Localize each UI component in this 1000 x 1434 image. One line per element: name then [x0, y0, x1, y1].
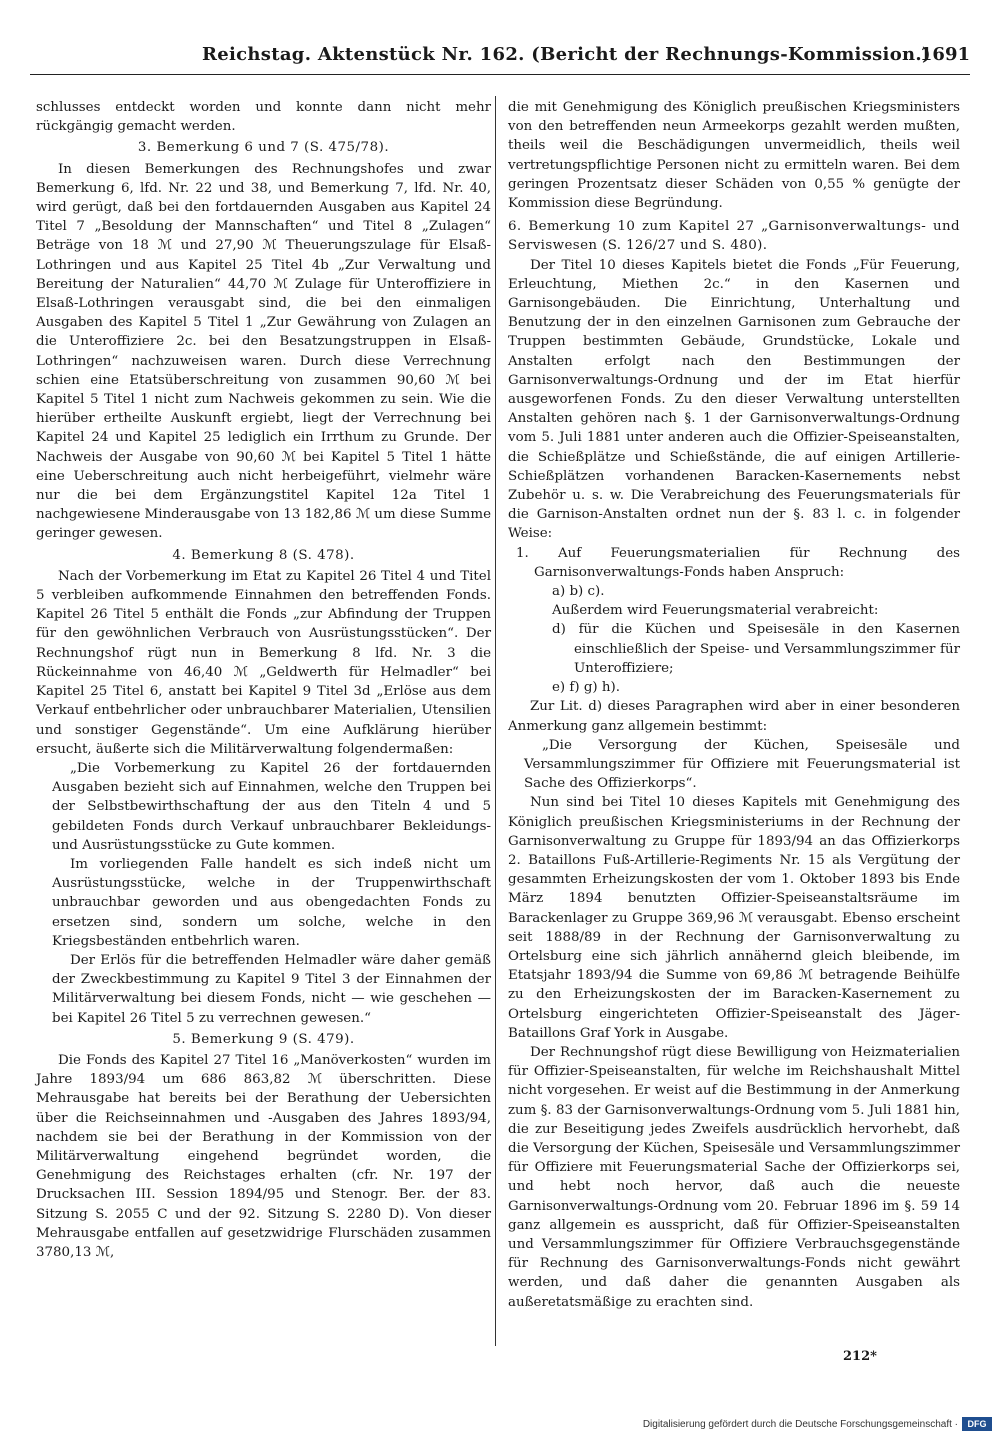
paragraph: Die Fonds des Kapitel 27 Titel 16 „Manöverkosten“ wurden im Jahre 1893/94 um 686 863,82 ℳ überschritten. Diese Mehrausgabe hat bereits bei der Berathung der Uebersichten über die Reichseinnahmen und -Ausgaben des Jahres 1893/94, nachdem sie bei der Berathung in der Kommission von der Militärverwaltung eingehend begründet worden, die Genehmigung des Reichstages erhalten (cfr. Nr. 197 der Drucksachen III. Session 1894/95 und Stenogr. Ber. der 83. Sitzung S. 2055 C und der 92. Sitzung S. 2280 D). Von dieser Mehrausgabe entfallen auf gesetzwidrige Flurschäden zusammen 3780,13 ℳ, [36, 1052, 491, 1260]
paragraph: Der Titel 10 dieses Kapitels bietet die Fonds „Für Feuerung, Erleuchtung, Miethen 2c.“ in den Kasernen und Garnisongebäuden. Die Einrichtung, Unterhaltung und Benutzung der in den einzelnen Garnisonen zum Gebrauche der Truppen bestimmten Gebäude, Grundstücke, Lokale und Anstalten erfolgt nach den Bestimmungen der Garnisonverwaltungs-Ordnung und der im Etat hierfür ausgeworfenen Fonds. Zu den dieser Verwaltung unterstellten Anstalten gehören nach §. 1 der Garnisonverwaltungs-Ordnung vom 5. Juli 1881 unter anderen auch die Offizier-Speiseanstalten, die Schießplätze und Schießstände, die auf einigen Artillerie-Schießplätzen vorhandenen Baracken-Kasernements nebst Zubehör u. s. w. Die Verabreichung des Feuerungsmaterials für die Garnison-Anstalten ordnet nun der §. 83 l. c. in folgender Weise: [508, 257, 960, 542]
footer-credit: Digitalisierung gefördert durch die Deutsche Forschungsgemeinschaft · [642, 1419, 958, 1430]
paragraph: Nach der Vorbemerkung im Etat zu Kapitel 26 Titel 4 und Titel 5 verbleiben aufkommende Einnahmen den betreffenden Fonds. Kapitel 26 Titel 5 enthält die Fonds „zur Abfindung der Truppen für den gewöhnlichen Verbrauch von Ausrüstungsstücken“. Der Rechnungshof rügt nun in Bemerkung 8 lfd. Nr. 3 die Rückeinnahme von 46,40 ℳ „Geldwerth für Helmadler“ bei Kapitel 25 Titel 6, anstatt bei Kapitel 9 Titel 3d „Erlöse aus dem Verkauf entbehrlicher oder unbrauchbarer Materialien, Utensilien und sonstiger Gegenstände“. Um eine Aufklärung hierüber ersucht, äußerte sich die Militärverwaltung folgendermaßen: [36, 568, 491, 757]
section-heading: 5. Bemerkung 9 (S. 479). [172, 1031, 355, 1047]
paragraph: In diesen Bemerkungen des Rechnungshofes und zwar Bemerkung 6, lfd. Nr. 22 und 38, und Bemerkung 7, lfd. Nr. 40, wird gerügt, daß bei den fortdauernden Ausgaben aus Kapitel 24 Titel 7 „Besoldung der Mannschaften“ und Titel 8 „Zulagen“ Beträge von 18 ℳ und 27,90 ℳ Theuerungszulage für Elsaß-Lothringen und aus Kapitel 25 Titel 4b „Zur Verwaltung und Bereitung der Naturalien“ 44,70 ℳ Zulage für Unteroffiziere in Elsaß-Lothringen verausgabt sind, die bei den einmaligen Ausgaben des Kapitel 5 Titel 1 „Zur Gewährung von Zulagen an die Unteroffiziere 2c. bei den Besatzungstruppen in Elsaß-Lothringen“ nachzuweisen waren. Durch diese Verrechnung schien eine Etatsüberschreitung von zusammen 90,60 ℳ bei Kapitel 5 Titel 1 nicht zum Nachweis gekommen zu sein. Wie die hierüber ertheilte Auskunft ergiebt, liegt der Verrechnung bei Kapitel 24 und Kapitel 25 lediglich ein Irrthum zu Grunde. Der Nachweis der Ausgabe von 90,60 ℳ bei Kapitel 5 Titel 1 hätte eine Ueberschreitung auch nicht herbeigeführt, vielmehr wäre nur die bei dem Ergänzungstitel Kapitel 12a Titel 1 nachgewiesene Minderausgabe von 13 182,86 ℳ um diese Summe geringer gewesen. [36, 161, 491, 542]
page-header [30, 44, 970, 75]
section-heading: 4. Bemerkung 8 (S. 478). [172, 547, 355, 563]
column-divider [495, 96, 496, 1346]
digitization-footer [600, 1417, 1000, 1434]
paragraph: Nun sind bei Titel 10 dieses Kapitels mit Genehmigung des Königlich preußischen Kriegsministeriums in der Rechnung der Garnisonverwaltung zu Gruppe für 1893/94 an das Offizierkorps 2. Bataillons Fuß-Artillerie-Regiments Nr. 15 als Vergütung der gesammten Erheizungskosten der vom 1. Oktober 1893 bis Ende März 1894 benutzten Offizier-Speiseanstaltsräume im Barackenlager zu Gruppe 369,96 ℳ verausgabt. Ebenso erscheint seit 1888/89 in der Rechnung der Garnisonverwaltung zu Ortelsburg eine sich jährlich annähernd gleich bleibende, im Etatsjahr 1893/94 die Summe von 69,86 ℳ betragende Beihülfe zu den Erheizungskosten der im Baracken-Kasernement zu Ortelsburg eingerichteten Offizier-Speiseanstalt des Jäger-Bataillons Graf York in Ausgabe. [508, 795, 960, 1041]
paragraph: Im vorliegenden Falle handelt es sich indeß nicht um Ausrüstungsstücke, welche in der Truppenwirthschaft unbrauchbar geworden und aus obengedachten Fonds zu ersetzen sind, sondern um solche, welche in den Kriegsbeständen entbehrlich waren. [52, 856, 491, 949]
paragraph: Der Rechnungshof rügt diese Bewilligung von Heizmaterialien für Offizier-Speiseanstalten, für welche im Reichshaushalt Mittel nicht vorgesehen. Er weist auf die Bestimmung in der Anmerkung zum §. 83 der Garnisonverwaltungs-Ordnung vom 5. Juli 1881 hin, die zur Beseitigung jedes Zweifels ausdrücklich hervorhebt, daß die Versorgung der Küchen, Speisesäle und Versammlungszimmer für Offiziere mit Feuerungsmaterial Sache der Offizierkorps sei, und hebt noch hervor, daß auch die neueste Garnisonverwaltungs-Ordnung vom 20. Februar 1896 im §. 59 14 ganz allgemein es ausspricht, daß für Offizier-Speiseanstalten und Versammlungszimmer für Offiziere Verbrauchsgegenstände für Rechnung des Garnisonverwaltungs-Fonds nicht gewährt werden, und daß daher die genannten Ausgaben als außeretatsmäßige zu erachten sind. [508, 1044, 960, 1310]
paragraph: Zur Lit. d) dieses Paragraphen wird aber in einer besonderen Anmerkung ganz allgemein bestimmt: [508, 699, 960, 734]
running-title: Reichstag. Aktenstück Nr. 162. (Bericht der Rechnungs-Kommission.) [202, 44, 931, 65]
paragraph: Der Erlös für die betreffenden Helmadler wäre daher gemäß der Zweckbestimmung zu Kapitel 9 Titel 3 der Einnahmen der Militärverwaltung bei diesem Fonds, nicht — wie geschehen — bei Kapitel 26 Titel 5 zu verrechnen gewesen.“ [52, 952, 491, 1026]
paragraph: 1. Auf Feuerungsmaterialien für Rechnung des Garnisonverwaltungs-Fonds haben Anspruch: [516, 545, 960, 580]
paragraph: „Die Vorbemerkung zu Kapitel 26 der fortdauernden Ausgaben bezieht sich auf Einnahmen, welche den Truppen bei der Selbstbewirthschaftung der aus den Titeln 4 und 5 gebildeten Fonds durch Verkauf unbrauchbarer Bekleidungs- und Ausrüstungsstücke zu Gute kommen. [52, 760, 491, 853]
right-column [508, 98, 960, 1312]
signature-mark: 212* [843, 1349, 877, 1364]
paragraph: e) f) g) h). [552, 680, 620, 696]
paragraph: Außerdem wird Feuerungsmaterial verabreicht: [552, 603, 879, 619]
paragraph: die mit Genehmigung des Königlich preußischen Kriegsministers von den betreffenden neun Armeekorps gezahlt werden mußten, theils weil die Beschädigungen unvermeidlich, theils weil vertretungspflichtige Personen nicht zu ermitteln waren. Bei dem geringen Prozentsatz dieser Schäden von 0,55 % genügte der Kommission diese Begründung. [508, 100, 960, 212]
section-heading: 6. Bemerkung 10 zum Kapitel 27 „Garnisonverwaltungs- und Serviswesen (S. 126/27 und S. 480). [508, 219, 960, 254]
paragraph: d) für die Küchen und Speisesäle in den Kasernen einschließlich der Speise- und Versammlungszimmer für Unteroffiziere; [552, 622, 960, 676]
paragraph: schlusses entdeckt worden und konnte dann nicht mehr rückgängig gemacht werden. [36, 100, 491, 135]
page-number: 1691 [919, 44, 970, 65]
left-column [36, 98, 491, 1262]
paragraph: „Die Versorgung der Küchen, Speisesäle und Versammlungszimmer für Offiziere mit Feuerungsmaterial ist Sache des Offizierkorps“. [524, 737, 960, 792]
dfg-logo-icon: DFG [962, 1417, 992, 1431]
paragraph: a) b) c). [552, 584, 605, 600]
section-heading: 3. Bemerkung 6 und 7 (S. 475/78). [137, 140, 390, 156]
